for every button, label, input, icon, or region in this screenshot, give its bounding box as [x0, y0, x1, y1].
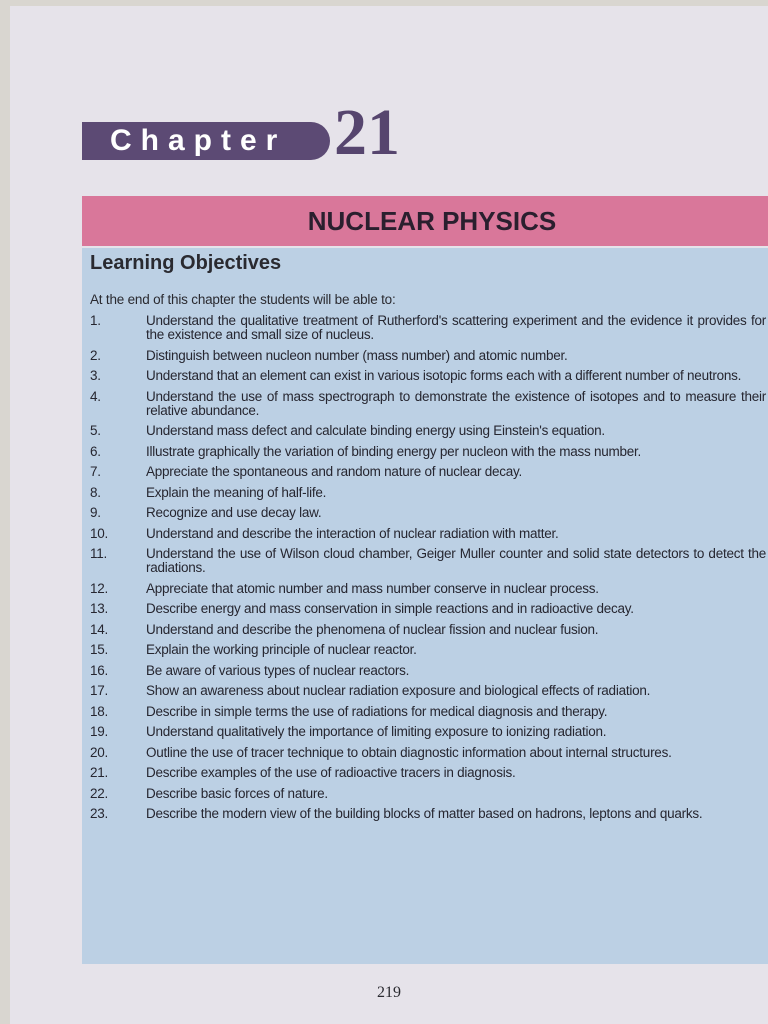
objectives-heading: Learning Objectives [90, 252, 282, 274]
objective-item [90, 547, 766, 575]
objective-item [90, 445, 766, 459]
objective-text: Describe in simple terms the use of radiations for medical diagnosis and therapy. [146, 703, 608, 719]
objective-text: Illustrate graphically the variation of binding energy per nucleon with the mass number. [146, 443, 642, 459]
objective-item [90, 506, 766, 520]
chapter-title: NUCLEAR PHYSICS [307, 206, 557, 236]
objective-item [90, 787, 766, 801]
objective-item [90, 424, 766, 438]
objective-text: Describe basic forces of nature. [146, 785, 328, 801]
objective-text: Understand mass defect and calculate binding energy using Einstein's equation. [146, 423, 605, 438]
objective-number: 13. [90, 601, 109, 616]
objective-number: 18. [90, 703, 109, 719]
objective-number: 19. [90, 724, 109, 739]
book-page [10, 6, 768, 1024]
objective-text: Appreciate the spontaneous and random nature of nuclear decay. [146, 464, 523, 479]
objective-number: 10. [90, 525, 109, 541]
objective-number: 20. [90, 744, 109, 760]
objective-item [90, 746, 766, 760]
objective-text: Understand and describe the phenomena of nuclear fission and nuclear fusion. [146, 621, 599, 637]
objective-number: 21. [90, 765, 109, 780]
objective-text: Describe the modern view of the building blocks of matter based on hadrons, leptons and quarks. [146, 806, 703, 821]
objective-number: 4. [90, 388, 101, 404]
objective-number: 5. [90, 423, 101, 438]
objective-number: 9. [90, 505, 101, 520]
chapter-number: 21 [334, 96, 400, 169]
objective-item [90, 705, 766, 719]
objective-text: Be aware of various types of nuclear reactors. [146, 662, 410, 678]
objective-item [90, 807, 766, 821]
chapter-header [82, 98, 482, 168]
objective-text: Explain the working principle of nuclear reactor. [146, 642, 417, 657]
objective-text: Explain the meaning of half-life. [146, 484, 327, 500]
objective-item [90, 602, 766, 616]
objective-text: Describe energy and mass conservation in simple reactions and in radioactive decay. [146, 601, 634, 616]
objective-number: 12. [90, 580, 109, 596]
objective-item [90, 664, 766, 678]
objective-item [90, 349, 766, 363]
objective-number: 8. [90, 484, 101, 500]
objective-text: Appreciate that atomic number and mass number conserve in nuclear process. [146, 580, 599, 596]
chapter-title-band [82, 196, 768, 246]
objective-text: Understand qualitatively the importance of limiting exposure to ionizing radiation. [146, 724, 607, 739]
objective-text: Outline the use of tracer technique to obtain diagnostic information about internal structures. [146, 744, 672, 760]
objective-item [90, 725, 766, 739]
page-number: 219 [377, 984, 401, 1001]
objective-item [90, 766, 766, 780]
learning-objectives-box [82, 248, 768, 964]
objective-item [90, 582, 766, 596]
objective-item [90, 465, 766, 479]
objective-item [90, 390, 766, 418]
objective-text: Understand that an element can exist in various isotopic forms each with a different number of neutrons. [146, 368, 742, 383]
objectives-intro: At the end of this chapter the students will be able to: [90, 292, 396, 307]
objective-number: 6. [90, 443, 101, 459]
objective-item [90, 486, 766, 500]
objectives-list [90, 314, 766, 828]
objective-item [90, 623, 766, 637]
objective-item [90, 684, 766, 698]
objective-item [90, 314, 766, 342]
objective-number: 11. [90, 546, 108, 561]
objective-item [90, 527, 766, 541]
objective-text: Understand the use of mass spectrograph to demonstrate the existence of isotopes and to measure their relative abundance. [146, 388, 766, 418]
objective-number: 7. [90, 464, 101, 479]
objective-text: Distinguish between nucleon number (mass number) and atomic number. [146, 347, 568, 363]
objective-item [90, 369, 766, 383]
objective-text: Understand and describe the interaction of nuclear radiation with matter. [146, 525, 559, 541]
objective-number: 2. [90, 347, 101, 363]
objective-number: 3. [90, 368, 101, 383]
objective-number: 14. [90, 621, 109, 637]
chapter-label: Chapter [110, 124, 287, 157]
objective-text: Recognize and use decay law. [146, 505, 322, 520]
objective-text: Understand the use of Wilson cloud chamber, Geiger Muller counter and solid state detectors to detect the radiations. [146, 546, 766, 575]
objective-number: 23. [90, 806, 109, 821]
objective-number: 15. [90, 642, 109, 657]
objective-number: 16. [90, 662, 109, 678]
chapter-pill [82, 122, 330, 160]
objective-number: 1. [90, 313, 101, 328]
objective-text: Show an awareness about nuclear radiation exposure and biological effects of radiation. [146, 683, 651, 698]
objective-text: Describe examples of the use of radioactive tracers in diagnosis. [146, 765, 516, 780]
objective-number: 22. [90, 785, 109, 801]
objective-text: Understand the qualitative treatment of Rutherford's scattering experiment and the evidence it provides for the existence and small size of nucleus. [146, 313, 766, 342]
objective-item [90, 643, 766, 657]
objective-number: 17. [90, 683, 109, 698]
